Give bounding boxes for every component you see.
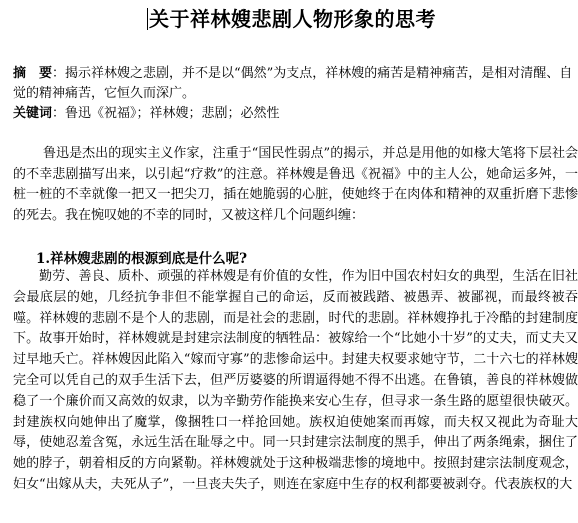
section-paragraph: 勤劳、善良、质朴、顽强的祥林嫂是有价值的女性，作为旧中国农村妇女的典型，生活在旧社会最底层的她，几经抗争非但不能掌握自己的命运，反而被践踏、被愚弄、被鄙视，而最终被吞噬。祥林嫂的悲剧不是个人的悲剧，而是社会的悲剧，时代的悲剧。祥林嫂挣扎于冷酷的封建制度下。故事开始时，祥林嫂就是封建宗法制度的牺牲品：被嫁给一个“比她小十岁”的丈夫，而丈夫又过早地夭亡。祥林嫂因此陷入“嫁而守寡”的悲惨命运中。封建夫权要求她守节，二十六七的祥林嫂完全可以凭自己的双手生活下去，但严厉婆婆的所谓逼得她不得不出逃。在鲁镇，善良的祥林嫂做稳了一个廉价而又高效的奴隶，以为辛勤劳作能换来安心生存，但寻求一条生路的愿望很快破灭。封建族权向她伸出了魔掌，像捆牲口一样抢回她。族权迫使她案而再嫁，而夫权又视此为奇耻大辱，使她忍羞含冤，永远生活在耻辱之中。同一只封建宗法制度的黑手，伸出了两条绳索，捆住了她的脖子，朝着相反的方向紧勒。祥林嫂就处于这种极端悲惨的境地中。按照封建宗法制度观念，妇女“出嫁从夫，夫死从子”，一旦丧夫失子，则连在家庭中生存的权利都要被剥夺。代表族权的大 xyxy=(13,269,578,492)
abstract-block xyxy=(13,64,573,124)
document-title-text: 关于祥林嫂悲剧人物形象的思考 xyxy=(149,7,436,31)
abstract-label: 摘 要 xyxy=(13,66,53,81)
keywords-line xyxy=(13,104,573,124)
section-heading: 1.祥林嫂悲剧的根源到底是什么呢? xyxy=(36,251,248,267)
keywords-text: ：鲁迅《祝福》；祥林嫂；悲剧；必然性 xyxy=(52,106,280,121)
document-title xyxy=(147,6,436,32)
abstract-text: ：揭示祥林嫂之悲剧，并不是以“偶然”为支点，祥林嫂的痛苦是精神痛苦，是相对清醒、自觉的精神痛苦，它恒久而深广。 xyxy=(13,66,573,101)
intro-paragraph: 鲁迅是杰出的现实主义作家，注重于“国民性弱点”的揭示，并总是用他的如椽大笔将下层社会的不幸悲剧描写出来，以引起“疗救”的注意。祥林嫂是鲁迅《祝福》中的主人公，她命运多舛，一桩一桩的不幸就像一把又一把尖刀，插在她脆弱的心脏，使她终于在肉体和精神的双重折磨下悲惨的死去。我在惋叹她的不幸的同时，又被这样几个问题纠缠： xyxy=(13,146,578,223)
abstract-line xyxy=(13,64,573,104)
text-cursor xyxy=(147,8,148,30)
keywords-label: 关键词 xyxy=(13,106,53,121)
